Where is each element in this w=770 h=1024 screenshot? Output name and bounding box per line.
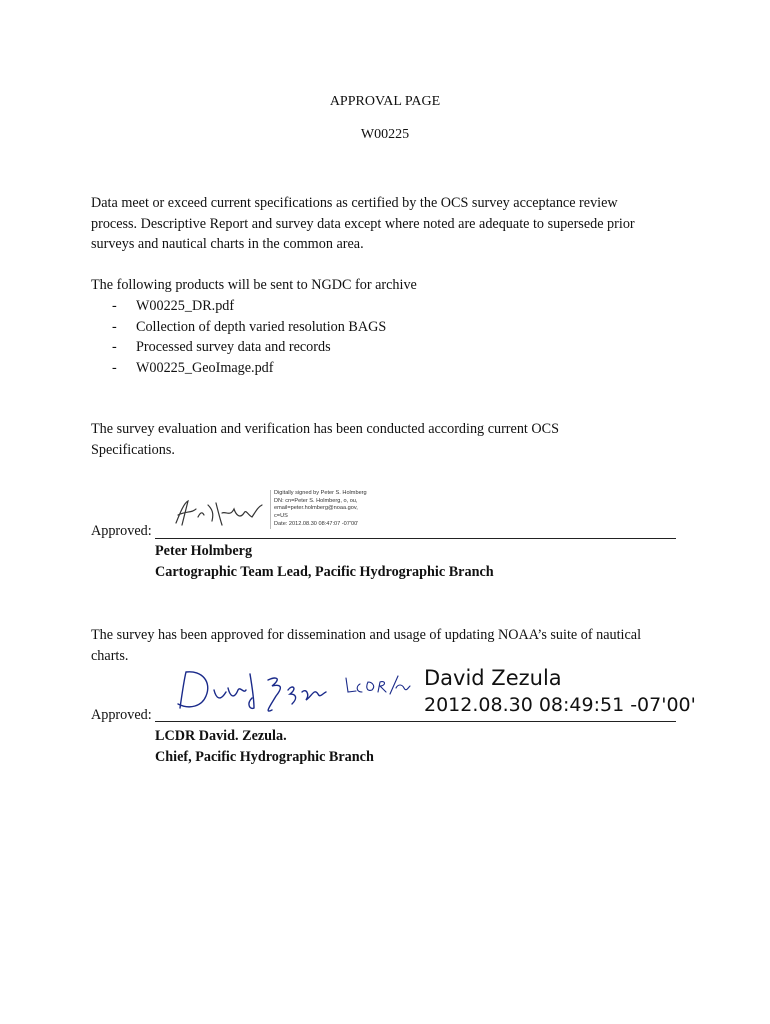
- list-item: [112, 296, 632, 317]
- dissemination-paragraph: [91, 625, 691, 666]
- list-item-label: Collection of depth varied resolution BAGS: [136, 318, 387, 335]
- intro-paragraph: [91, 193, 691, 255]
- signer-display-name: David Zezula: [424, 666, 562, 690]
- approver-title: Cartographic Team Lead, Pacific Hydrographic Branch: [155, 564, 494, 580]
- digital-signature-line: c=US: [274, 513, 288, 520]
- signature-line: [155, 538, 676, 539]
- digital-signature-line: Digitally signed by Peter S. Holmberg: [274, 490, 367, 496]
- digital-signature-line: email=peter.holmberg@noaa.gov,: [274, 505, 358, 512]
- intro-line: Data meet or exceed current specifications as certified by the OCS survey acceptance review: [91, 195, 618, 211]
- list-item: [112, 337, 632, 358]
- products-heading: The following products will be sent to NGDC for archive: [91, 277, 417, 293]
- bullet-dash: -: [112, 298, 117, 314]
- intro-line: process. Descriptive Report and survey data except where noted are adequate to supersede prior: [91, 215, 635, 232]
- approver-title: Chief, Pacific Hydrographic Branch: [155, 749, 374, 765]
- approver-name: LCDR David. Zezula.: [155, 728, 287, 744]
- page-title: APPROVAL PAGE: [329, 94, 441, 109]
- evaluation-line: The survey evaluation and verification has been conducted according current OCS: [91, 421, 560, 437]
- list-item-label: Processed survey data and records: [136, 339, 331, 356]
- bullet-dash: -: [112, 318, 117, 335]
- document-id: W00225: [360, 127, 410, 142]
- holmberg-signature: [172, 495, 268, 531]
- dissemination-line: charts.: [91, 647, 129, 664]
- list-item: [112, 317, 632, 338]
- list-item-label: W00225_DR.pdf: [136, 298, 235, 314]
- signature-line: [155, 721, 676, 722]
- approved-label: Approved:: [91, 523, 152, 539]
- zezula-signature: [172, 664, 412, 716]
- approved-label: Approved:: [91, 707, 152, 723]
- signer-timestamp: 2012.08.30 08:49:51 -07'00': [424, 694, 696, 716]
- list-item-label: W00225_GeoImage.pdf: [136, 359, 274, 376]
- bullet-dash: -: [112, 359, 117, 376]
- evaluation-paragraph: [91, 419, 691, 460]
- evaluation-line: Specifications.: [91, 441, 175, 458]
- digital-signature-line: Date: 2012.08.30 08:47:07 -07'00': [274, 520, 359, 527]
- bullet-dash: -: [112, 339, 117, 356]
- digital-signature-line: DN: cn=Peter S. Holmberg, o, ou,: [274, 497, 358, 504]
- list-item: [112, 358, 632, 379]
- digital-signature-block: [270, 490, 404, 529]
- products-list: [112, 296, 632, 378]
- approver-name: Peter Holmberg: [155, 543, 253, 559]
- dissemination-line: The survey has been approved for dissemination and usage of updating NOAA’s suite of nautical: [91, 627, 642, 643]
- intro-line: surveys and nautical charts in the common area.: [91, 236, 364, 253]
